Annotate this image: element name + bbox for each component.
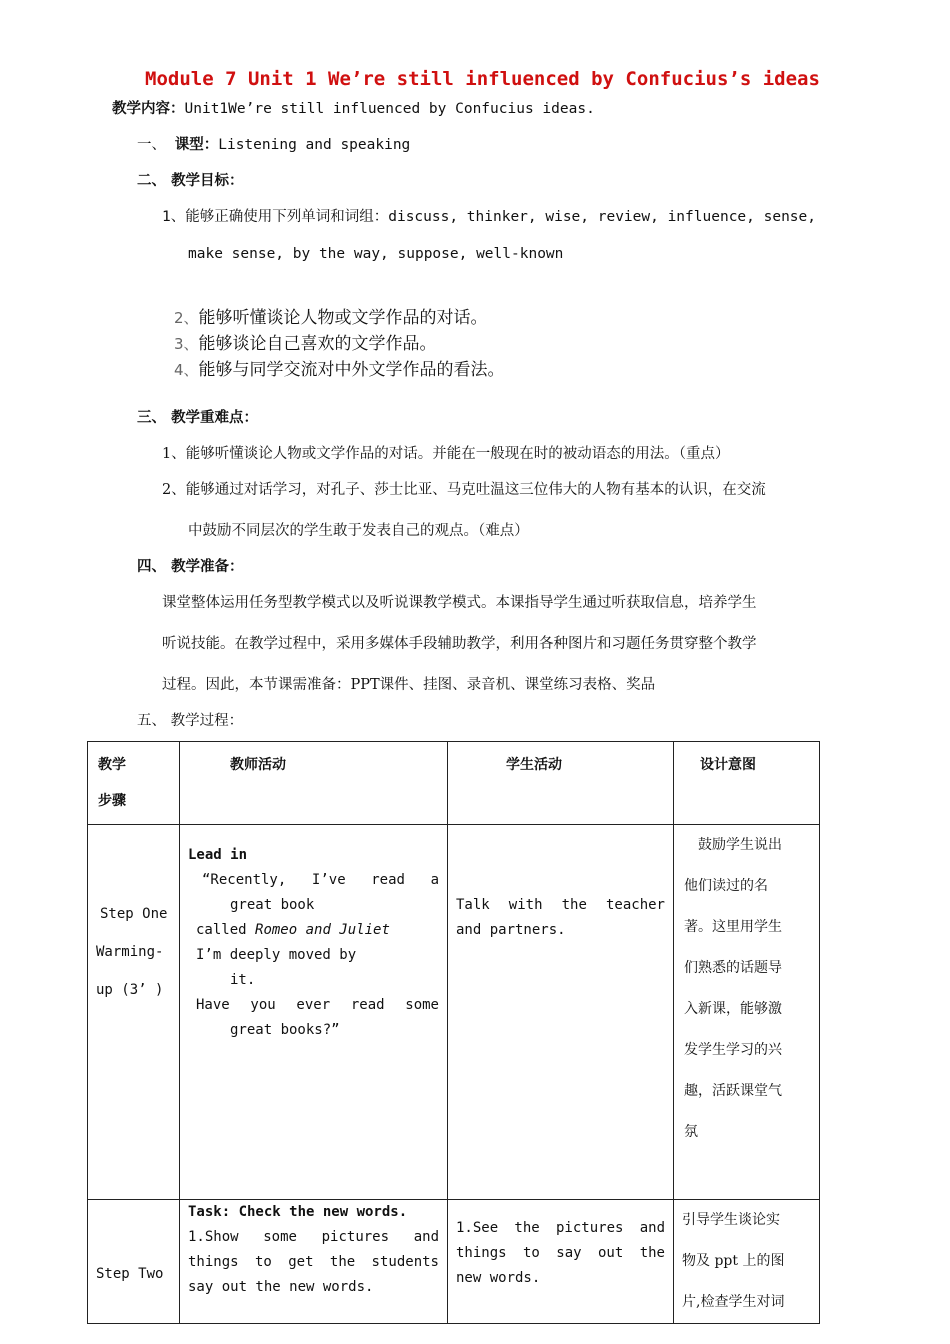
teaching-process-table [87,741,820,1324]
keypoints-heading [137,406,258,427]
step-two-teacher-activity: Task: Check the new words. 1.Show some pictures and things to get the students say out the new words. [180,1200,448,1324]
keypoint-2: 2、能够通过对话学习，对孔子、莎士比亚、马克吐温这三位伟大的人物有基本的认识，在交流 [162,482,766,498]
step-two-cell: Step Two [88,1200,180,1324]
step-one-design-intent: 鼓励学生说出 他们读过的名 著。这里用学生 们熟悉的话题导 入新课，能够激 发学生学习的兴 趣，活跃课堂气 氛 [674,825,820,1200]
process-heading [137,709,243,730]
step-two-design-intent: 引导学生谈论实 物及 ppt 上的图 片,检查学生对词 [674,1200,820,1324]
table-row [88,825,820,1200]
objective-1: 1、能够正确使用下列单词和词组：discuss, thinker, wise, review, influence, sense, [162,209,816,225]
prep-label: 教学准备： [171,558,244,575]
lesson-type [137,133,410,154]
keypoints-label: 教学重难点： [171,409,259,426]
section-number: 二、 [137,172,166,189]
prep-line-2: 听说技能。在教学过程中，采用多媒体手段辅助教学，利用各种图片和习题任务贯穿整个教学 [162,636,757,652]
prep-heading [137,555,244,576]
section-number: 三、 [137,409,166,426]
section-number: 五、 [137,713,166,729]
teaching-content-label: 教学内容： [112,101,185,117]
header-step: 教学 步骤 [88,742,180,825]
prep-line-3: 过程。因此，本节课需准备：PPT课件、挂图、录音机、课堂练习表格、奖品 [162,677,656,693]
objective-2: 2、能够听懂谈论人物或文学作品的对话。 [174,308,488,328]
keypoint-2-continued: 中鼓励不同层次的学生敢于发表自己的观点。（难点） [188,523,529,539]
objective-1-continued: make sense, by the way, suppose, well-known [188,246,564,262]
section-number: 四、 [137,558,166,575]
keypoint-1: 1、能够听懂谈论人物或文学作品的对话。并能在一般现在时的被动语态的用法。（重点） [162,446,730,462]
section-number: 一、 [137,137,166,153]
header-student: 学生活动 [448,742,674,825]
table-header-row [88,742,820,825]
step-one-cell: Step One Warming- up (3’ ) [88,825,180,1200]
book-title: Romeo and Juliet [255,922,390,938]
process-label: 教学过程： [170,713,244,729]
prep-line-1: 课堂整体运用任务型教学模式以及听说课教学模式。本课指导学生通过听获取信息，培养学生 [162,595,757,611]
objectives-label: 教学目标： [171,172,244,189]
header-teacher: 教师活动 [180,742,448,825]
table-row [88,1200,820,1324]
lesson-type-value: Listening and speaking [218,137,411,153]
teaching-content [112,97,595,118]
document-title: Module 7 Unit 1 We’re still influenced by Confucius’s ideas [145,68,820,90]
header-design: 设计意图 [674,742,820,825]
step-one-teacher-activity: Lead in “Recently, I’ve read a great book called Romeo and Juliet I’m deeply moved by it. Have you ever read some great books?” [180,825,448,1200]
objective-4: 4、能够与同学交流对中外文学作品的看法。 [174,360,505,380]
lesson-type-label: 课型： [174,137,219,153]
objective-3: 3、能够谈论自己喜欢的文学作品。 [174,334,437,354]
objectives-heading [137,169,244,190]
teaching-content-value: Unit1We’re still influenced by Confucius ideas. [184,101,595,117]
step-one-student-activity: Talk with the teacher and partners. [448,825,674,1200]
step-two-student-activity: 1.See the pictures and things to say out the new words. [448,1200,674,1324]
